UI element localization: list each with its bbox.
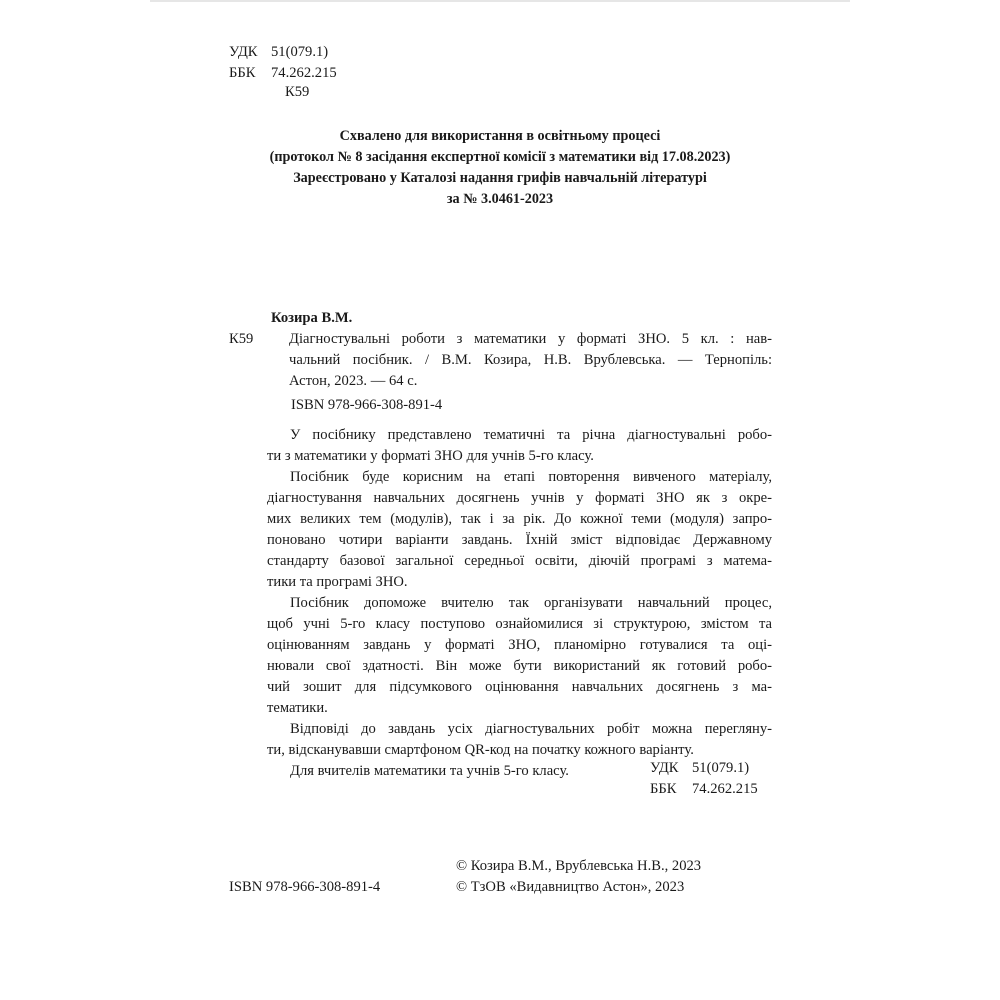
annotation-line: Посібник допоможе вчителю так організувати навчальний процес, [290,595,772,611]
udk-value: 51(079.1) [271,44,329,60]
annotation-line: Для вчителів математики та учнів 5-го класу. [290,763,569,779]
annotation-line: нювали свої здатності. Він може бути використаний як готовий робо- [267,658,772,674]
approval-line: (протокол № 8 засідання експертної комісії з математики від 17.08.2023) [269,149,731,165]
record-title [289,329,772,392]
footer-bbk-label: ББК [650,781,677,797]
annotation-line: щоб учні 5-го класу поступово ознайомилися зі структурою, змістом та [267,616,772,632]
record-mark: К59 [229,331,254,347]
record-author: Козира В.М. [271,310,353,326]
bbk-value: 74.262.215 [271,65,337,81]
copyright-authors: © Козира В.М., Врублевська Н.В., 2023 [456,858,702,874]
bbk-line [229,63,337,84]
footer-udk-value: 51(079.1) [692,760,750,776]
record-title-line: чальний посібник. / В.М. Козира, Н.В. Врублевська. — Тернопіль: [289,352,772,368]
annotation-line: ти з математики у форматі ЗНО для учнів 5-го класу. [267,448,594,464]
approval-block [230,126,770,210]
annotation-line: діагностування навчальних досягнень учнів у форматі ЗНО як з окре- [267,490,772,506]
approval-line: за № 3.0461-2023 [446,191,554,207]
annotation-line: ти, відсканувавши смартфоном QR-код на початку кожного варіанту. [267,742,694,758]
footer-bbk-value: 74.262.215 [692,781,758,797]
annotation-line: стандарту базової загальної середньої освіти, діючій програмі з матема- [267,553,772,569]
annotation-line: У посібнику представлено тематичні та річна діагностувальні робо- [290,427,772,443]
author-mark-top: К59 [285,84,310,100]
record-title-line: Астон, 2023. — 64 с. [289,373,418,389]
annotation-line: оцінюванням завдань у форматі ЗНО, планомірно готувалися та оці- [267,637,772,653]
record-title-line: Діагностувальні роботи з математики у форматі ЗНО. 5 кл. : нав- [289,331,772,347]
annotation-line: поновано чотири варіанти завдань. Їхній зміст відповідає Державному [267,532,772,548]
annotation-line: чий зошит для підсумкового оцінювання навчальних досягнень з ма- [267,679,772,695]
annotation-line: тики та програмі ЗНО. [267,574,408,590]
udk-line [229,42,328,63]
approval-line: Зареєстровано у Каталозі надання грифів навчальній літературі [293,170,707,186]
annotation-line: мих великих тем (модулів), так і за рік. До кожної теми (модуля) запро- [267,511,772,527]
footer-bbk-line [650,779,758,800]
annotation-line: Відповіді до завдань усіх діагностувальних робіт можна переглянy- [290,721,772,737]
annotation [267,425,772,782]
copyright-publisher: © ТзОВ «Видавництво Астон», 2023 [456,879,685,895]
imprint-isbn: ISBN 978-966-308-891-4 [229,879,381,895]
footer-udk-label: УДК [650,760,679,776]
udk-label: УДК [229,44,258,60]
bbk-label: ББК [229,65,256,81]
annotation-line: Посібник буде корисним на етапі повторення вивченого матеріалу, [290,469,772,485]
approval-line: Схвалено для використання в освітньому процесі [339,128,661,144]
annotation-line: тематики. [267,700,328,716]
footer-udk-line [650,758,749,779]
record-isbn: ISBN 978-966-308-891-4 [291,397,443,413]
page-top-border [150,0,850,2]
